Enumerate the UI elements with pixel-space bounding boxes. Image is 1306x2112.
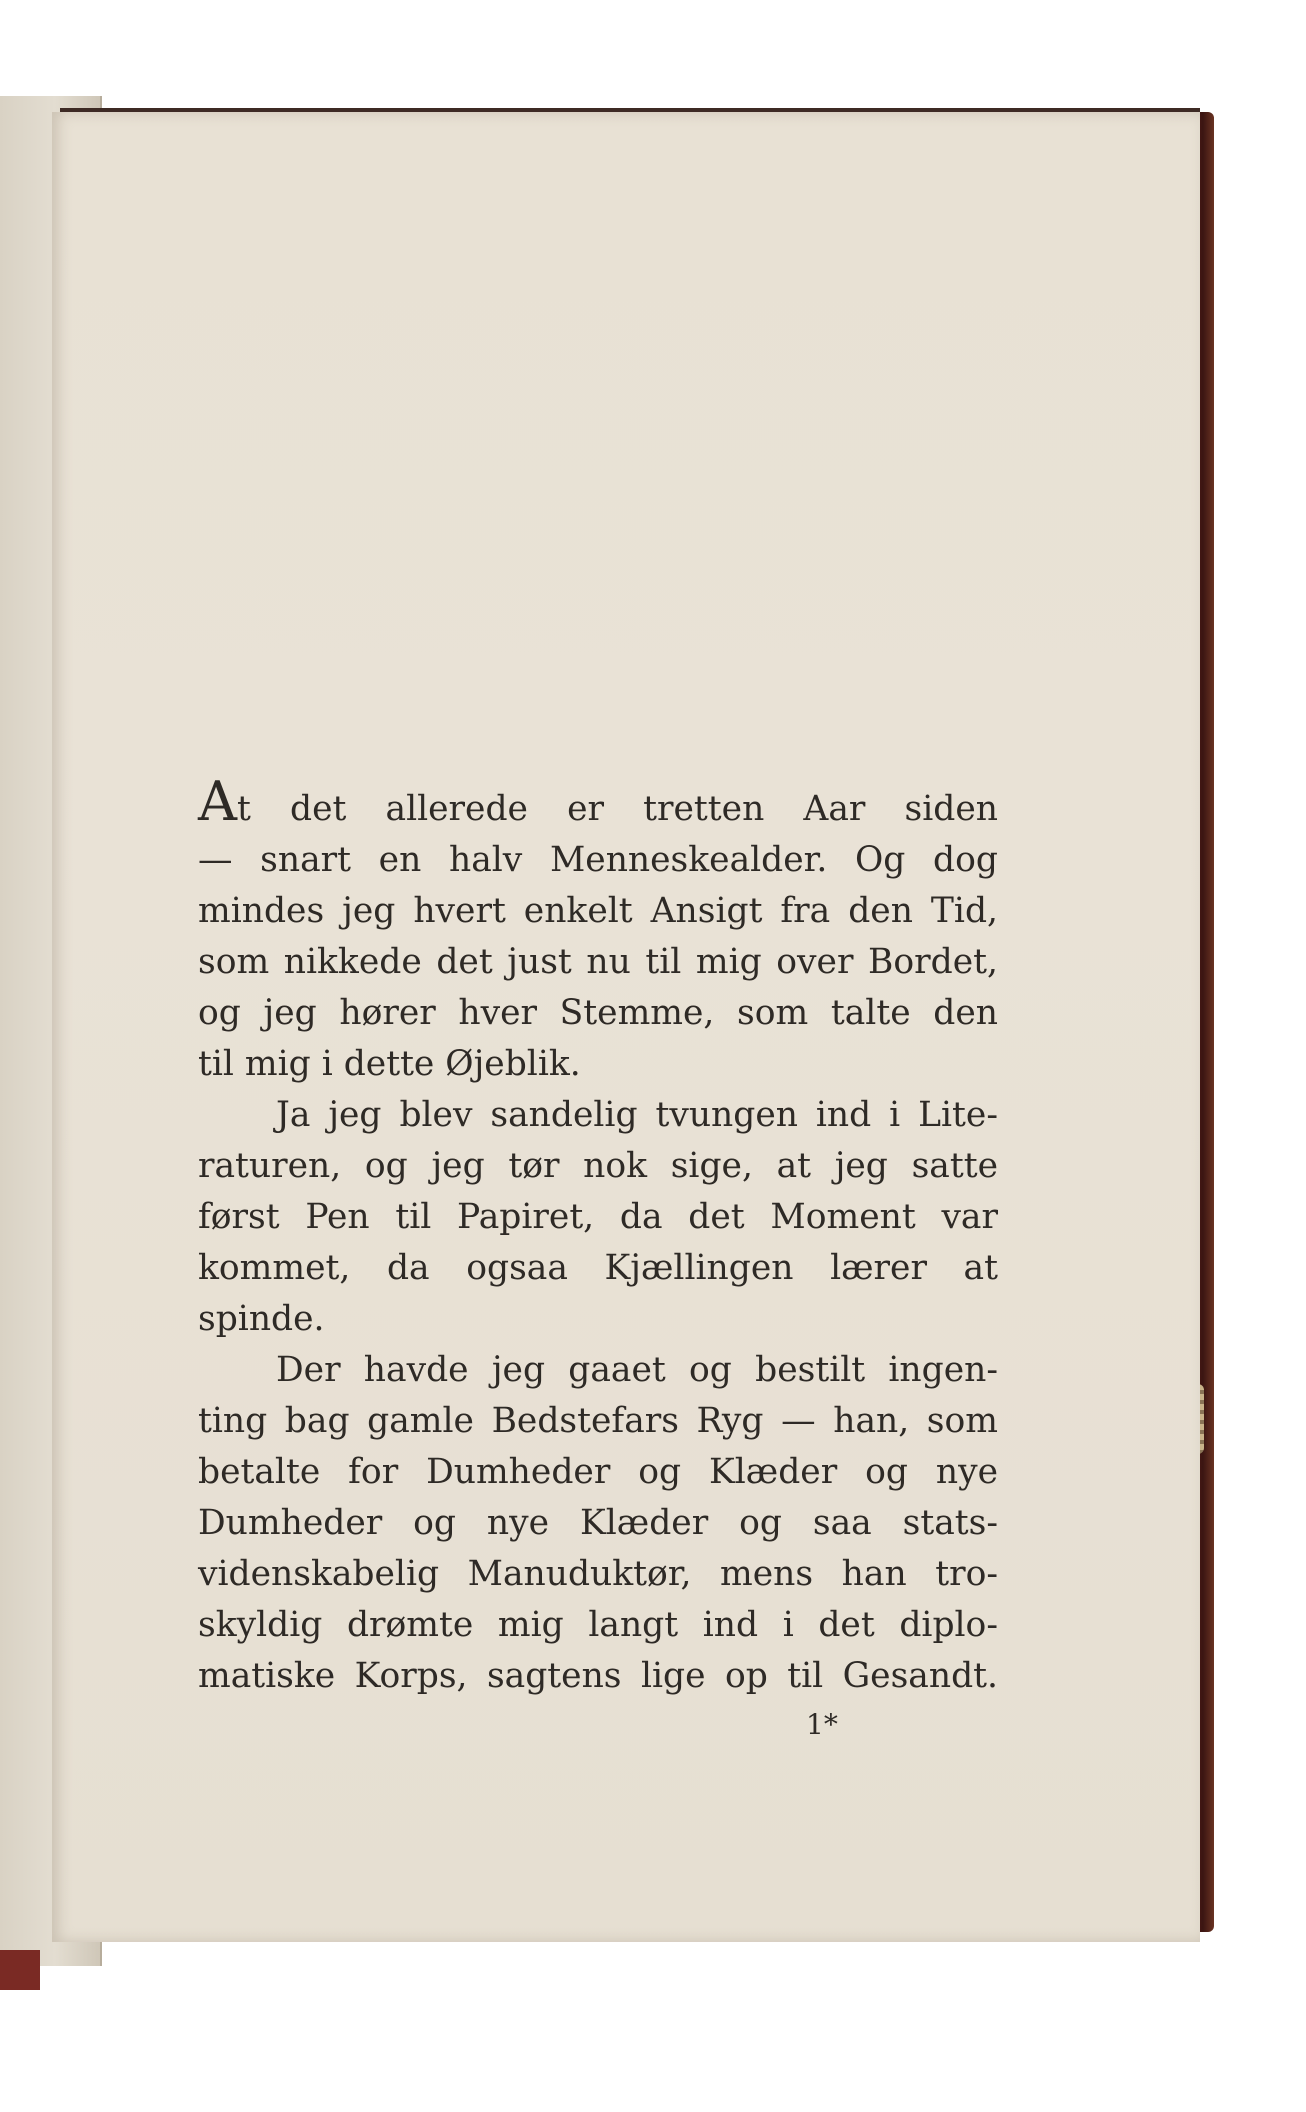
text-line: Der havde jeg gaaet og bestilt ingen-	[276, 1350, 998, 1390]
text-line: som nikkede det just nu til mig over Bordet,	[198, 942, 998, 982]
page-text	[198, 770, 998, 1702]
text-line: til mig i dette Øjeblik.	[198, 1044, 581, 1084]
paragraph-1	[198, 770, 998, 1090]
text-line: ting bag gamle Bedstefars Ryg — han, som	[198, 1401, 998, 1441]
page-number: 1*	[806, 1708, 838, 1741]
text-line: Ja jeg blev sandelig tvungen ind i Lite-	[276, 1095, 998, 1135]
binding-corner	[0, 1950, 40, 1990]
text-line: kommet, da ogsaa Kjællingen lærer at	[198, 1248, 998, 1288]
text-line: Dumheder og nye Klæder og saa stats-	[198, 1503, 998, 1543]
paragraph-3	[198, 1345, 998, 1702]
text-line: — snart en halv Menneskealder. Og dog	[198, 840, 998, 880]
text-line: spinde.	[198, 1299, 325, 1339]
text-line: og jeg hører hver Stemme, som talte den	[198, 993, 998, 1033]
text-line: betalte for Dumheder og Klæder og nye	[198, 1452, 998, 1492]
text-line: raturen, og jeg tør nok sige, at jeg satte	[198, 1146, 998, 1186]
text-line: At det allerede er tretten Aar siden	[198, 770, 998, 833]
text-line: først Pen til Papiret, da det Moment var	[198, 1197, 998, 1237]
text-line: matiske Korps, sagtens lige op til Gesandt.	[198, 1656, 998, 1696]
drop-cap: A	[198, 770, 237, 833]
text-line: skyldig drømte mig langt ind i det diplo-	[198, 1605, 998, 1645]
paragraph-2	[198, 1090, 998, 1345]
text-line: mindes jeg hvert enkelt Ansigt fra den Tid,	[198, 891, 998, 931]
text-line: videnskabelig Manuduktør, mens han tro-	[198, 1554, 998, 1594]
